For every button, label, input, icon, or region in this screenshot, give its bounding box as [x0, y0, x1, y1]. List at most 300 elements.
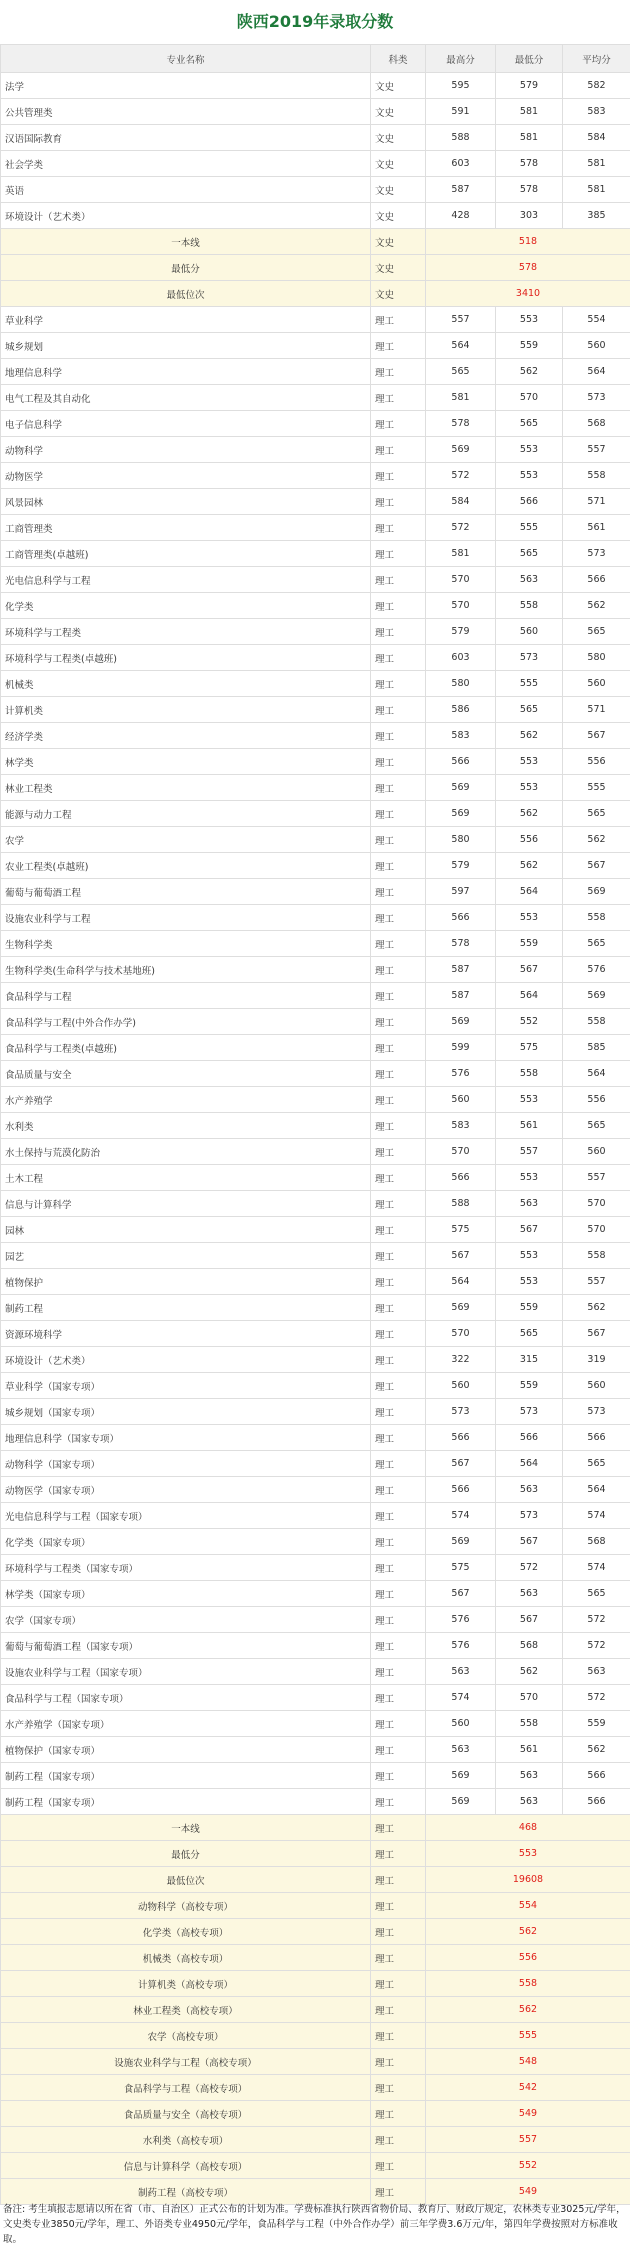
major-name-cell: 食品科学与工程（国家专项）: [1, 1685, 371, 1711]
summary-label: 动物科学（高校专项）: [1, 1893, 371, 1919]
table-row: [1, 359, 630, 385]
average-score-cell: 572: [563, 1633, 630, 1659]
average-score-cell: 557: [563, 1165, 630, 1191]
average-score-cell: 562: [563, 1295, 630, 1321]
highest-score-cell: 580: [426, 827, 496, 853]
lowest-score-cell: 565: [496, 411, 563, 437]
major-name-cell: 光电信息科学与工程（国家专项）: [1, 1503, 371, 1529]
average-score-cell: 585: [563, 1035, 630, 1061]
summary-value: 562: [426, 1997, 630, 2023]
subject-category-cell: 理工: [371, 905, 426, 931]
subject-category-cell: 理工: [371, 1893, 426, 1919]
subject-category-cell: 理工: [371, 931, 426, 957]
table-row: [1, 333, 630, 359]
table-row: [1, 1139, 630, 1165]
average-score-cell: 554: [563, 307, 630, 333]
lowest-score-cell: 559: [496, 1295, 563, 1321]
table-row: [1, 957, 630, 983]
lowest-score-cell: 559: [496, 931, 563, 957]
table-row: [1, 775, 630, 801]
highest-score-cell: 588: [426, 125, 496, 151]
average-score-cell: 564: [563, 1477, 630, 1503]
lowest-score-cell: 562: [496, 359, 563, 385]
table-row: [1, 307, 630, 333]
highest-score-cell: 565: [426, 359, 496, 385]
table-row: [1, 905, 630, 931]
summary-value: 558: [426, 1971, 630, 1997]
subject-category-cell: 理工: [371, 1347, 426, 1373]
table-row: [1, 1529, 630, 1555]
average-score-cell: 562: [563, 1737, 630, 1763]
highest-score-cell: 595: [426, 73, 496, 99]
average-score-cell: 565: [563, 801, 630, 827]
average-score-cell: 558: [563, 1243, 630, 1269]
highest-score-cell: 570: [426, 1321, 496, 1347]
subject-category-cell: 理工: [371, 645, 426, 671]
header-average-score: 平均分: [563, 45, 630, 73]
highest-score-cell: 576: [426, 1061, 496, 1087]
average-score-cell: 572: [563, 1685, 630, 1711]
subject-category-cell: 理工: [371, 749, 426, 775]
average-score-cell: 570: [563, 1217, 630, 1243]
header-major-name: 专业名称: [1, 45, 371, 73]
highest-score-cell: 581: [426, 385, 496, 411]
subject-category-cell: 文史: [371, 255, 426, 281]
summary-label: 设施农业科学与工程（高校专项）: [1, 2049, 371, 2075]
summary-row: [1, 281, 630, 307]
subject-category-cell: 文史: [371, 203, 426, 229]
highest-score-cell: 563: [426, 1737, 496, 1763]
table-row: [1, 1503, 630, 1529]
footnote: 备注: 考生填报志愿请以所在省（市、自治区）正式公布的计划为准。学费标准执行陕西省物价局、教育厅、财政厅规定，农林类专业3025元/学年，文史类专业3850元/学年，理工、外语类专业4950元/学年，食品科学与工程（中外合作办学）前三年学费3.6万元/年，第四年学费按照对方标准收取。: [3, 2204, 626, 2245]
subject-category-cell: 理工: [371, 1373, 426, 1399]
lowest-score-cell: 567: [496, 1529, 563, 1555]
lowest-score-cell: 562: [496, 1659, 563, 1685]
subject-category-cell: 理工: [371, 1165, 426, 1191]
major-name-cell: 机械类: [1, 671, 371, 697]
major-name-cell: 食品质量与安全: [1, 1061, 371, 1087]
table-row: [1, 1061, 630, 1087]
table-row: [1, 671, 630, 697]
summary-label: 一本线: [1, 229, 371, 255]
average-score-cell: 555: [563, 775, 630, 801]
average-score-cell: 573: [563, 541, 630, 567]
table-body: [1, 73, 630, 2205]
highest-score-cell: 603: [426, 151, 496, 177]
subject-category-cell: 理工: [371, 1711, 426, 1737]
lowest-score-cell: 559: [496, 333, 563, 359]
summary-value: 552: [426, 2153, 630, 2179]
average-score-cell: 576: [563, 957, 630, 983]
lowest-score-cell: 567: [496, 1607, 563, 1633]
major-name-cell: 设施农业科学与工程: [1, 905, 371, 931]
summary-value: 549: [426, 2179, 630, 2205]
summary-value: 557: [426, 2127, 630, 2153]
table-row: [1, 723, 630, 749]
major-name-cell: 电子信息科学: [1, 411, 371, 437]
lowest-score-cell: 563: [496, 1581, 563, 1607]
average-score-cell: 568: [563, 1529, 630, 1555]
subject-category-cell: 理工: [371, 2179, 426, 2205]
subject-category-cell: 理工: [371, 697, 426, 723]
lowest-score-cell: 553: [496, 437, 563, 463]
average-score-cell: 568: [563, 411, 630, 437]
highest-score-cell: 560: [426, 1087, 496, 1113]
subject-category-cell: 理工: [371, 723, 426, 749]
summary-label: 最低分: [1, 255, 371, 281]
highest-score-cell: 567: [426, 1451, 496, 1477]
highest-score-cell: 566: [426, 1477, 496, 1503]
summary-value: 542: [426, 2075, 630, 2101]
table-row: [1, 1035, 630, 1061]
table-row: [1, 749, 630, 775]
highest-score-cell: 570: [426, 593, 496, 619]
average-score-cell: 559: [563, 1711, 630, 1737]
highest-score-cell: 564: [426, 333, 496, 359]
subject-category-cell: 理工: [371, 515, 426, 541]
subject-category-cell: 文史: [371, 73, 426, 99]
subject-category-cell: 理工: [371, 775, 426, 801]
highest-score-cell: 586: [426, 697, 496, 723]
highest-score-cell: 583: [426, 1113, 496, 1139]
subject-category-cell: 理工: [371, 1555, 426, 1581]
lowest-score-cell: 567: [496, 957, 563, 983]
subject-category-cell: 理工: [371, 1061, 426, 1087]
highest-score-cell: 587: [426, 983, 496, 1009]
lowest-score-cell: 563: [496, 1763, 563, 1789]
highest-score-cell: 578: [426, 931, 496, 957]
lowest-score-cell: 573: [496, 1503, 563, 1529]
lowest-score-cell: 555: [496, 515, 563, 541]
lowest-score-cell: 564: [496, 1451, 563, 1477]
lowest-score-cell: 553: [496, 1165, 563, 1191]
subject-category-cell: 理工: [371, 385, 426, 411]
major-name-cell: 水产养殖学: [1, 1087, 371, 1113]
table-row: [1, 1113, 630, 1139]
summary-label: 最低分: [1, 1841, 371, 1867]
summary-label: 信息与计算科学（高校专项）: [1, 2153, 371, 2179]
average-score-cell: 569: [563, 879, 630, 905]
subject-category-cell: 理工: [371, 2075, 426, 2101]
subject-category-cell: 理工: [371, 1997, 426, 2023]
average-score-cell: 583: [563, 99, 630, 125]
subject-category-cell: 理工: [371, 2023, 426, 2049]
major-name-cell: 法学: [1, 73, 371, 99]
admission-score-table: [0, 44, 630, 2205]
major-name-cell: 草业科学（国家专项）: [1, 1373, 371, 1399]
table-row: [1, 931, 630, 957]
average-score-cell: 557: [563, 437, 630, 463]
major-name-cell: 制药工程（国家专项）: [1, 1763, 371, 1789]
average-score-cell: 562: [563, 827, 630, 853]
subject-category-cell: 理工: [371, 1009, 426, 1035]
major-name-cell: 化学类: [1, 593, 371, 619]
subject-category-cell: 理工: [371, 2049, 426, 2075]
subject-category-cell: 文史: [371, 125, 426, 151]
summary-row: [1, 1841, 630, 1867]
subject-category-cell: 理工: [371, 593, 426, 619]
subject-category-cell: 理工: [371, 1113, 426, 1139]
average-score-cell: 566: [563, 1425, 630, 1451]
table-row: [1, 1165, 630, 1191]
major-name-cell: 动物医学: [1, 463, 371, 489]
summary-row: [1, 2023, 630, 2049]
table-row: [1, 567, 630, 593]
average-score-cell: 565: [563, 1451, 630, 1477]
highest-score-cell: 573: [426, 1399, 496, 1425]
summary-row: [1, 1919, 630, 1945]
major-name-cell: 英语: [1, 177, 371, 203]
subject-category-cell: 理工: [371, 2153, 426, 2179]
summary-value: 553: [426, 1841, 630, 1867]
lowest-score-cell: 562: [496, 723, 563, 749]
table-row: [1, 437, 630, 463]
subject-category-cell: 理工: [371, 1945, 426, 1971]
table-row: [1, 385, 630, 411]
highest-score-cell: 575: [426, 1217, 496, 1243]
lowest-score-cell: 573: [496, 645, 563, 671]
table-row: [1, 1087, 630, 1113]
summary-row: [1, 2153, 630, 2179]
table-row: [1, 1269, 630, 1295]
subject-category-cell: 理工: [371, 1867, 426, 1893]
subject-category-cell: 理工: [371, 307, 426, 333]
lowest-score-cell: 553: [496, 1269, 563, 1295]
major-name-cell: 制药工程: [1, 1295, 371, 1321]
table-row: [1, 879, 630, 905]
summary-value: 578: [426, 255, 630, 281]
average-score-cell: 569: [563, 983, 630, 1009]
subject-category-cell: 理工: [371, 983, 426, 1009]
major-name-cell: 公共管理类: [1, 99, 371, 125]
lowest-score-cell: 575: [496, 1035, 563, 1061]
subject-category-cell: 理工: [371, 1191, 426, 1217]
average-score-cell: 560: [563, 671, 630, 697]
average-score-cell: 557: [563, 1269, 630, 1295]
table-row: [1, 827, 630, 853]
highest-score-cell: 581: [426, 541, 496, 567]
major-name-cell: 环境设计（艺术类）: [1, 1347, 371, 1373]
lowest-score-cell: 553: [496, 749, 563, 775]
major-name-cell: 地理信息科学（国家专项）: [1, 1425, 371, 1451]
lowest-score-cell: 553: [496, 775, 563, 801]
table-row: [1, 1659, 630, 1685]
highest-score-cell: 579: [426, 619, 496, 645]
subject-category-cell: 理工: [371, 541, 426, 567]
lowest-score-cell: 557: [496, 1139, 563, 1165]
major-name-cell: 动物医学（国家专项）: [1, 1477, 371, 1503]
average-score-cell: 564: [563, 359, 630, 385]
subject-category-cell: 文史: [371, 151, 426, 177]
subject-category-cell: 理工: [371, 1269, 426, 1295]
major-name-cell: 制药工程（国家专项）: [1, 1789, 371, 1815]
major-name-cell: 城乡规划: [1, 333, 371, 359]
major-name-cell: 水利类: [1, 1113, 371, 1139]
subject-category-cell: 理工: [371, 801, 426, 827]
subject-category-cell: 理工: [371, 1087, 426, 1113]
highest-score-cell: 587: [426, 957, 496, 983]
table-row: [1, 697, 630, 723]
subject-category-cell: 理工: [371, 1243, 426, 1269]
major-name-cell: 地理信息科学: [1, 359, 371, 385]
summary-label: 食品质量与安全（高校专项）: [1, 2101, 371, 2127]
highest-score-cell: 569: [426, 1295, 496, 1321]
highest-score-cell: 428: [426, 203, 496, 229]
lowest-score-cell: 559: [496, 1373, 563, 1399]
lowest-score-cell: 553: [496, 1243, 563, 1269]
major-name-cell: 动物科学（国家专项）: [1, 1451, 371, 1477]
table-row: [1, 1295, 630, 1321]
average-score-cell: 567: [563, 723, 630, 749]
highest-score-cell: 580: [426, 671, 496, 697]
table-row: [1, 1633, 630, 1659]
highest-score-cell: 569: [426, 1529, 496, 1555]
average-score-cell: 584: [563, 125, 630, 151]
summary-value: 548: [426, 2049, 630, 2075]
major-name-cell: 草业科学: [1, 307, 371, 333]
major-name-cell: 化学类（国家专项）: [1, 1529, 371, 1555]
major-name-cell: 计算机类: [1, 697, 371, 723]
average-score-cell: 581: [563, 177, 630, 203]
average-score-cell: 574: [563, 1555, 630, 1581]
lowest-score-cell: 578: [496, 151, 563, 177]
lowest-score-cell: 566: [496, 489, 563, 515]
summary-label: 机械类（高校专项）: [1, 1945, 371, 1971]
highest-score-cell: 583: [426, 723, 496, 749]
major-name-cell: 动物科学: [1, 437, 371, 463]
lowest-score-cell: 553: [496, 1087, 563, 1113]
table-row: [1, 1347, 630, 1373]
lowest-score-cell: 556: [496, 827, 563, 853]
major-name-cell: 土木工程: [1, 1165, 371, 1191]
major-name-cell: 能源与动力工程: [1, 801, 371, 827]
major-name-cell: 环境科学与工程类: [1, 619, 371, 645]
summary-label: 一本线: [1, 1815, 371, 1841]
lowest-score-cell: 315: [496, 1347, 563, 1373]
highest-score-cell: 570: [426, 567, 496, 593]
subject-category-cell: 理工: [371, 411, 426, 437]
lowest-score-cell: 563: [496, 1191, 563, 1217]
header-lowest-score: 最低分: [496, 45, 563, 73]
major-name-cell: 园林: [1, 1217, 371, 1243]
table-row: [1, 125, 630, 151]
subject-category-cell: 理工: [371, 1295, 426, 1321]
summary-label: 制药工程（高校专项）: [1, 2179, 371, 2205]
average-score-cell: 560: [563, 1139, 630, 1165]
subject-category-cell: 理工: [371, 2127, 426, 2153]
major-name-cell: 农业工程类(卓越班): [1, 853, 371, 879]
summary-row: [1, 1815, 630, 1841]
highest-score-cell: 574: [426, 1503, 496, 1529]
lowest-score-cell: 581: [496, 125, 563, 151]
subject-category-cell: 理工: [371, 1789, 426, 1815]
summary-value: 468: [426, 1815, 630, 1841]
average-score-cell: 567: [563, 853, 630, 879]
average-score-cell: 564: [563, 1061, 630, 1087]
table-row: [1, 619, 630, 645]
major-name-cell: 经济学类: [1, 723, 371, 749]
subject-category-cell: 文史: [371, 229, 426, 255]
average-score-cell: 581: [563, 151, 630, 177]
major-name-cell: 林业工程类: [1, 775, 371, 801]
average-score-cell: 567: [563, 1321, 630, 1347]
lowest-score-cell: 555: [496, 671, 563, 697]
lowest-score-cell: 562: [496, 801, 563, 827]
table-row: [1, 1581, 630, 1607]
table-row: [1, 489, 630, 515]
summary-value: 554: [426, 1893, 630, 1919]
major-name-cell: 食品科学与工程(中外合作办学): [1, 1009, 371, 1035]
subject-category-cell: 理工: [371, 1815, 426, 1841]
highest-score-cell: 591: [426, 99, 496, 125]
average-score-cell: 566: [563, 1789, 630, 1815]
highest-score-cell: 560: [426, 1711, 496, 1737]
major-name-cell: 农学: [1, 827, 371, 853]
table-row: [1, 1451, 630, 1477]
subject-category-cell: 理工: [371, 333, 426, 359]
subject-category-cell: 理工: [371, 671, 426, 697]
subject-category-cell: 理工: [371, 1685, 426, 1711]
major-name-cell: 电气工程及其自动化: [1, 385, 371, 411]
table-row: [1, 1555, 630, 1581]
summary-row: [1, 2101, 630, 2127]
summary-row: [1, 1867, 630, 1893]
major-name-cell: 光电信息科学与工程: [1, 567, 371, 593]
summary-value: 562: [426, 1919, 630, 1945]
major-name-cell: 农学（国家专项）: [1, 1607, 371, 1633]
highest-score-cell: 603: [426, 645, 496, 671]
table-row: [1, 1789, 630, 1815]
major-name-cell: 水产养殖学（国家专项）: [1, 1711, 371, 1737]
subject-category-cell: 理工: [371, 1503, 426, 1529]
highest-score-cell: 576: [426, 1633, 496, 1659]
highest-score-cell: 597: [426, 879, 496, 905]
major-name-cell: 植物保护（国家专项）: [1, 1737, 371, 1763]
major-name-cell: 葡萄与葡萄酒工程（国家专项）: [1, 1633, 371, 1659]
average-score-cell: 573: [563, 1399, 630, 1425]
major-name-cell: 林学类: [1, 749, 371, 775]
summary-label: 农学（高校专项）: [1, 2023, 371, 2049]
highest-score-cell: 578: [426, 411, 496, 437]
lowest-score-cell: 566: [496, 1425, 563, 1451]
subject-category-cell: 理工: [371, 1477, 426, 1503]
lowest-score-cell: 564: [496, 983, 563, 1009]
highest-score-cell: 599: [426, 1035, 496, 1061]
table-row: [1, 515, 630, 541]
subject-category-cell: 文史: [371, 177, 426, 203]
summary-label: 食品科学与工程（高校专项）: [1, 2075, 371, 2101]
average-score-cell: 562: [563, 593, 630, 619]
summary-label: 最低位次: [1, 1867, 371, 1893]
average-score-cell: 558: [563, 463, 630, 489]
lowest-score-cell: 567: [496, 1217, 563, 1243]
highest-score-cell: 569: [426, 437, 496, 463]
subject-category-cell: 理工: [371, 567, 426, 593]
major-name-cell: 风景园林: [1, 489, 371, 515]
summary-value: 555: [426, 2023, 630, 2049]
table-row: [1, 1737, 630, 1763]
subject-category-cell: 文史: [371, 281, 426, 307]
subject-category-cell: 理工: [371, 359, 426, 385]
subject-category-cell: 理工: [371, 853, 426, 879]
average-score-cell: 563: [563, 1659, 630, 1685]
lowest-score-cell: 553: [496, 463, 563, 489]
table-row: [1, 1009, 630, 1035]
lowest-score-cell: 561: [496, 1113, 563, 1139]
lowest-score-cell: 570: [496, 385, 563, 411]
major-name-cell: 环境科学与工程类（国家专项）: [1, 1555, 371, 1581]
summary-row: [1, 2049, 630, 2075]
